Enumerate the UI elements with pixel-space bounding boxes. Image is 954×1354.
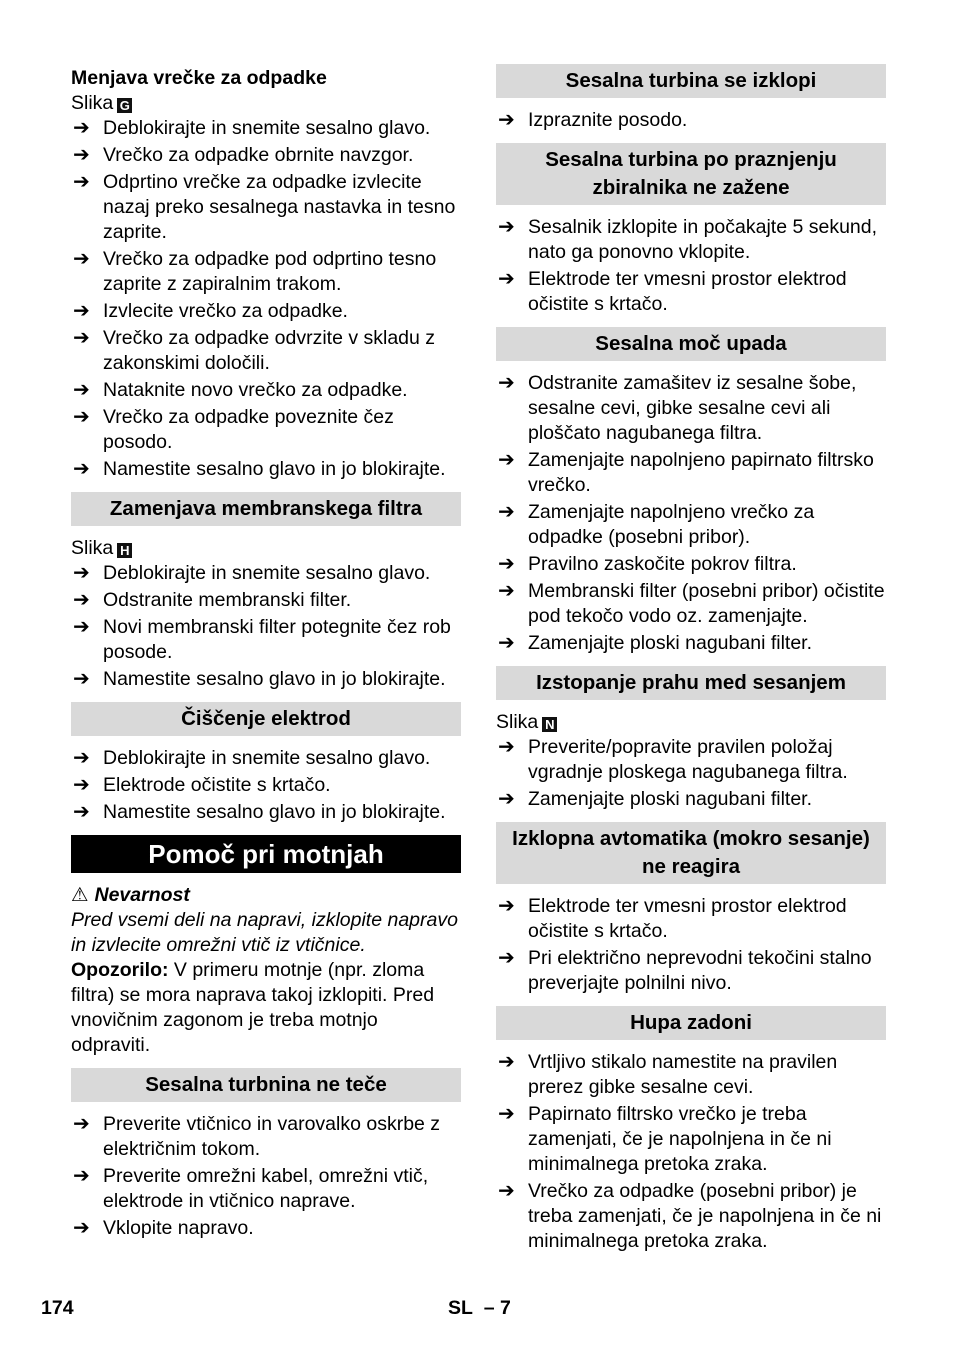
- section-heading-turbine-no-start: Sesalna turbina po praznjenju zbiralnika ne zažene: [496, 143, 886, 205]
- step-text: Novi membranski filter potegnite čez rob posode.: [103, 616, 451, 663]
- step-text: Deblokirajte in snemite sesalno glavo.: [103, 747, 431, 769]
- step-text: Vrečko za odpadke obrnite navzgor.: [103, 144, 414, 166]
- step-text: Vklopite napravo.: [103, 1217, 254, 1239]
- list-item: [496, 215, 886, 265]
- list-item: [71, 800, 461, 825]
- page-section-label: [448, 1297, 511, 1320]
- main-heading: Pomoč pri motnjah: [71, 835, 461, 873]
- step-text: Preverite/popravite pravilen položaj vgradnje ploskega nagubanega filtra.: [528, 736, 848, 783]
- list-item: [71, 746, 461, 771]
- arrow-icon: ➔: [498, 501, 515, 523]
- list-item: [71, 457, 461, 482]
- list-item: [496, 1179, 886, 1254]
- list-item: [496, 631, 886, 656]
- steps-list-horn: [496, 1050, 886, 1254]
- language-code: SL: [448, 1297, 473, 1319]
- step-text: Vrečko za odpadke (posebni pribor) je treba zamenjati, če je napolnjena in če ni minimalnega pretoka zraka.: [528, 1180, 882, 1252]
- arrow-icon: ➔: [498, 947, 515, 969]
- list-item: [71, 116, 461, 141]
- step-text: Elektrode očistite s krtačo.: [103, 774, 331, 796]
- list-item: [496, 500, 886, 550]
- list-item: [71, 561, 461, 586]
- step-text: Vrtljivo stikalo namestite na pravilen prerez gibke sesalne cevi.: [528, 1051, 838, 1098]
- arrow-icon: ➔: [498, 736, 515, 758]
- arrow-icon: ➔: [73, 144, 90, 166]
- step-text: Preverite omrežni kabel, omrežni vtič, elektrode in vtičnico naprave.: [103, 1165, 429, 1212]
- step-text: Namestite sesalno glavo in jo blokirajte.: [103, 458, 446, 480]
- arrow-icon: ➔: [73, 458, 90, 480]
- figure-letter-badge: H: [117, 543, 132, 558]
- arrow-icon: ➔: [498, 553, 515, 575]
- figure-ref: [496, 710, 886, 735]
- list-item: [496, 108, 886, 133]
- section-heading-horn: Hupa zadoni: [496, 1006, 886, 1040]
- arrow-icon: ➔: [73, 1113, 90, 1135]
- step-text: Deblokirajte in snemite sesalno glavo.: [103, 562, 431, 584]
- step-text: Namestite sesalno glavo in jo blokirajte.: [103, 668, 446, 690]
- steps-list-auto-shutoff: [496, 894, 886, 996]
- arrow-icon: ➔: [73, 668, 90, 690]
- steps-list-bag: [71, 116, 461, 482]
- step-text: Membranski filter (posebni pribor) očistite pod tekočo vodo oz. zamenjajte.: [528, 580, 885, 627]
- list-item: [71, 615, 461, 665]
- steps-list-turbine: [71, 1112, 461, 1241]
- list-item: [496, 946, 886, 996]
- list-item: [71, 299, 461, 324]
- left-column: [71, 64, 461, 1243]
- steps-list-dust: [496, 735, 886, 812]
- list-item: [71, 378, 461, 403]
- steps-list-suction: [496, 371, 886, 656]
- arrow-icon: ➔: [73, 589, 90, 611]
- note-paragraph: [71, 958, 461, 1058]
- right-column: [496, 64, 886, 1256]
- step-text: Izpraznite posodo.: [528, 109, 688, 131]
- list-item: [71, 1216, 461, 1241]
- note-text: V primeru motnje (npr. zloma filtra) se mora naprava takoj izklopiti. Pred vnovičnim zagonom je treba motnjo odpraviti.: [71, 959, 435, 1056]
- warning-triangle-icon: ⚠: [71, 884, 89, 906]
- list-item: [496, 735, 886, 785]
- section-heading-auto-shutoff: Izklopna avtomatika (mokro sesanje) ne reagira: [496, 822, 886, 884]
- arrow-icon: ➔: [498, 1180, 515, 1202]
- step-text: Zamenjajte napolnjeno vrečko za odpadke (posebni pribor).: [528, 501, 815, 548]
- arrow-icon: ➔: [73, 801, 90, 823]
- list-item: [71, 667, 461, 692]
- step-text: Namestite sesalno glavo in jo blokirajte.: [103, 801, 446, 823]
- list-item: [71, 773, 461, 798]
- list-item: [496, 267, 886, 317]
- list-item: [496, 1102, 886, 1177]
- arrow-icon: ➔: [73, 747, 90, 769]
- step-text: Zamenjajte ploski nagubani filter.: [528, 788, 812, 810]
- section-heading-turbine-off: Sesalna turbina se izklopi: [496, 64, 886, 98]
- arrow-icon: ➔: [498, 1051, 515, 1073]
- arrow-icon: ➔: [73, 1217, 90, 1239]
- page-number: 174: [41, 1297, 74, 1319]
- section-title-bag: Menjava vrečke za odpadke: [71, 67, 327, 89]
- arrow-icon: ➔: [73, 616, 90, 638]
- arrow-icon: ➔: [73, 300, 90, 322]
- list-item: [496, 787, 886, 812]
- arrow-icon: ➔: [498, 268, 515, 290]
- steps-list-turbine-off: [496, 108, 886, 133]
- figure-ref: [71, 91, 461, 116]
- step-text: Vrečko za odpadke odvrzite v skladu z zakonskimi določili.: [103, 327, 436, 374]
- steps-list-electrodes: [71, 746, 461, 825]
- list-item: [496, 1050, 886, 1100]
- section-heading-suction-drops: Sesalna moč upada: [496, 327, 886, 361]
- step-text: Izvlecite vrečko za odpadke.: [103, 300, 348, 322]
- section-number: – 7: [483, 1297, 511, 1319]
- step-text: Elektrode ter vmesni prostor elektrod očistite s krtačo.: [528, 895, 847, 942]
- steps-list-no-start: [496, 215, 886, 317]
- arrow-icon: ➔: [498, 109, 515, 131]
- step-text: Deblokirajte in snemite sesalno glavo.: [103, 117, 431, 139]
- step-text: Papirnato filtrsko vrečko je treba zamenjati, če je napolnjena in če ni minimalnega pretoka zraka.: [528, 1103, 832, 1175]
- step-text: Pri električno neprevodni tekočini stalno preverjajte polnilni nivo.: [528, 947, 872, 994]
- arrow-icon: ➔: [73, 327, 90, 349]
- warning-text: Pred vsemi deli na napravi, izklopite napravo in izvlecite omrežni vtič iz vtičnice.: [71, 909, 458, 956]
- arrow-icon: ➔: [73, 248, 90, 270]
- list-item: [71, 405, 461, 455]
- step-text: Odstranite membranski filter.: [103, 589, 352, 611]
- arrow-icon: ➔: [73, 1165, 90, 1187]
- arrow-icon: ➔: [498, 216, 515, 238]
- figure-letter-badge: N: [542, 717, 557, 732]
- list-item: [496, 552, 886, 577]
- arrow-icon: ➔: [73, 774, 90, 796]
- step-text: Odstranite zamašitev iz sesalne šobe, sesalne cevi, gibke sesalne cevi ali ploščato nagubanega filtra.: [528, 372, 857, 444]
- list-item: [71, 143, 461, 168]
- step-text: Nataknite novo vrečko za odpadke.: [103, 379, 408, 401]
- step-text: Zamenjajte ploski nagubani filter.: [528, 632, 812, 654]
- arrow-icon: ➔: [73, 379, 90, 401]
- arrow-icon: ➔: [498, 372, 515, 394]
- arrow-icon: ➔: [498, 580, 515, 602]
- arrow-icon: ➔: [73, 562, 90, 584]
- list-item: [496, 371, 886, 446]
- list-item: [496, 448, 886, 498]
- figure-label: Slika: [71, 537, 114, 559]
- step-text: Pravilno zaskočite pokrov filtra.: [528, 553, 797, 575]
- warning-title: [71, 883, 461, 908]
- list-item: [496, 894, 886, 944]
- list-item: [496, 579, 886, 629]
- arrow-icon: ➔: [73, 117, 90, 139]
- arrow-icon: ➔: [498, 895, 515, 917]
- section-heading-turbine-not-running: Sesalna turbnina ne teče: [71, 1068, 461, 1102]
- step-text: Elektrode ter vmesni prostor elektrod očistite s krtačo.: [528, 268, 847, 315]
- figure-letter-badge: G: [117, 98, 132, 113]
- section-heading-dust: Izstopanje prahu med sesanjem: [496, 666, 886, 700]
- steps-list-membrane: [71, 561, 461, 692]
- step-text: Preverite vtičnico in varovalko oskrbe z električnim tokom.: [103, 1113, 441, 1160]
- step-text: Vrečko za odpadke poveznite čez posodo.: [103, 406, 394, 453]
- arrow-icon: ➔: [73, 171, 90, 193]
- list-item: [71, 326, 461, 376]
- arrow-icon: ➔: [498, 1103, 515, 1125]
- list-item: [71, 247, 461, 297]
- step-text: Vrečko za odpadke pod odprtino tesno zaprite z zapiralnim trakom.: [103, 248, 437, 295]
- section-heading-electrodes: Čiščenje elektrod: [71, 702, 461, 736]
- arrow-icon: ➔: [498, 449, 515, 471]
- step-text: Odprtino vrečke za odpadke izvlecite nazaj preko sesalnega nastavka in tesno zaprite.: [103, 171, 456, 243]
- arrow-icon: ➔: [498, 632, 515, 654]
- figure-label: Slika: [71, 92, 114, 114]
- step-text: Zamenjajte napolnjeno papirnato filtrsko vrečko.: [528, 449, 874, 496]
- figure-ref: [71, 536, 461, 561]
- arrow-icon: ➔: [73, 406, 90, 428]
- warning-title-text: Nevarnost: [94, 884, 190, 906]
- figure-label: Slika: [496, 711, 539, 733]
- list-item: [71, 1164, 461, 1214]
- section-heading-membrane: Zamenjava membranskega filtra: [71, 492, 461, 526]
- list-item: [71, 1112, 461, 1162]
- step-text: Sesalnik izklopite in počakajte 5 sekund, nato ga ponovno vklopite.: [528, 216, 878, 263]
- list-item: [71, 170, 461, 245]
- arrow-icon: ➔: [498, 788, 515, 810]
- note-label: Opozorilo:: [71, 959, 169, 981]
- list-item: [71, 588, 461, 613]
